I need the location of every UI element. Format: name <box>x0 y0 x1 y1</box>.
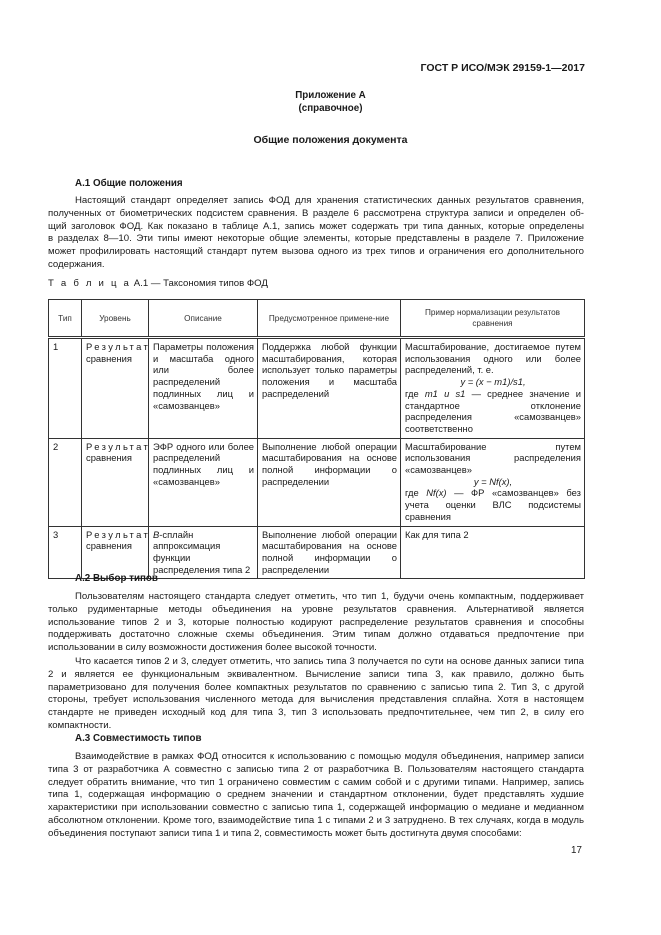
level-word: Результат <box>86 440 151 452</box>
section-a1-paragraph <box>48 195 584 272</box>
fod-taxonomy-table <box>48 299 585 579</box>
section-a2-heading: А.2 Выбор типов <box>75 573 158 584</box>
where-post: — среднее значение и стандартное отклонение распределения «самозванцев» соответственно <box>405 387 581 434</box>
page-number: 17 <box>571 845 582 856</box>
description-rest: -сплайн аппроксимация функции распределения типа 2 <box>153 528 251 575</box>
section-a2-paragraph-1: Пользователям настоящего стандарта следует отметить, что тип 1, будучи очень компактным, поддерживает только рудиментарные методы объединения на уровне результатов сравнения. Альтернативой является использование типов 2 и 3, которые полностью кодируют распределение результатов сравнения и способны поддерживать достаточно сложные схемы объединения. Этим типам должно отдаваться предпочтение при использовании в силу возможности достижения более высокой точности. <box>48 591 584 654</box>
annex-subtitle: (справочное) <box>298 102 363 114</box>
example-text: Масштабирование, достигаемое путем использования одного или более распределений, т. е. <box>405 341 581 376</box>
a1-line: щий заголовок ФОД. Как показано в таблице А.1, запись может содержать три типа данных, которые определены <box>48 220 584 232</box>
section-a1-heading: А.1 Общие положения <box>75 178 183 189</box>
section-a2-paragraph-2: Что касается типов 2 и 3, следует отметить, что запись типа 3 получается по сути на основе данных записи типа 2 и является ее функциональным эквивалентном. Вычисление записи типа 3, как правило, должно быть параметризовано для получения более компактных результатов по сравнению с записью типа 2. Тип 3, с другой стороны, требует использования численного метода для вычисления представления сплайна. Хотя в настоящем стандарте не приведен исходный код для типа 3, тип 3 использовать предпочтительнее, чем тип 2, в силу его компактности. <box>48 656 584 731</box>
cell-type: 1 <box>49 338 82 439</box>
header-normalization-example: Пример нормализации результатов сравнения <box>401 300 585 338</box>
level-word: Результат <box>86 341 151 352</box>
header-type: Тип <box>49 300 82 338</box>
a1-line: в разделах 8—10. Эти типы имеют некоторые общие элементы, которые представлены в разделе 7. Приложение <box>48 233 584 245</box>
table-row <box>49 438 585 526</box>
example-text: Как для типа 2 <box>405 528 469 540</box>
cell-intended-use: Выполнение любой операции масштабирования на основе полной информации о распределении <box>258 438 401 526</box>
section-a3-heading: А.3 Совместимость типов <box>75 733 202 744</box>
where-pre: где <box>405 387 425 399</box>
a1-line: может профилировать настоящий стандарт путем вызова одного из трех типов и ограничения его дополнительного <box>48 246 584 258</box>
cell-type: 2 <box>49 438 82 526</box>
cell-level <box>82 526 149 579</box>
example-where <box>405 388 581 435</box>
cell-intended-use: Выполнение любой операции масштабирования на основе полной информации о распределении <box>258 526 401 579</box>
header-level: Уровень <box>82 300 149 338</box>
section-a3-paragraph-1: Взаимодействие в рамках ФОД относится к использованию с помощью модуля объединения, например записи типа 3 от разработчика А совместно с записью типа 2 от разработчика В. Пользователям настоящего стандарта следует обратить внимание, что тип 1 ограничено совместим с самим собой и с другими типами. Например, запись типа 1, содержащая информацию о среднем значении и стандартном отклонении, будет представлять худшие характеристики при использовании совместно с записью типа 1, содержащей информацию о медиане и медианном абсолютном отклонении. Кроме того, взаимодействие типа 1 с типами 2 и 3 затруднено. В тех случаях, когда в модуль объединения поступают записи типа 1 и типа 2, совместимость может быть достигнута двумя способами: <box>48 751 584 839</box>
table-caption <box>48 278 268 291</box>
table-caption-text: А.1 — Таксономия типов ФОД <box>133 278 268 289</box>
where-vars: Nf(x) <box>426 487 447 499</box>
example-text: Масштабирование путем использования распределения «самозванцев» <box>405 440 581 476</box>
level-word: сравнения <box>86 540 132 552</box>
cell-level <box>82 338 149 439</box>
level-word: сравнения <box>86 452 132 464</box>
a1-line: Настоящий стандарт определяет запись ФОД для хранения статистических данных результатов сравнения, <box>75 195 584 206</box>
where-post: — ФР «самозванцев» без учета оценки ВЛС подсистемы сравнения <box>405 487 581 522</box>
table-caption-prefix: Т а б л и ц а <box>48 278 132 289</box>
annex-header <box>0 90 661 115</box>
cell-example <box>401 338 585 439</box>
header-intended-use: Предусмотренное примене-ние <box>258 300 401 338</box>
example-formula: y = Nf(x), <box>473 475 513 487</box>
description-lead: B <box>153 528 160 540</box>
annex-title: Приложение А <box>295 90 366 101</box>
example-formula: y = (x − m1)/s1, <box>460 376 526 388</box>
example-where <box>405 487 581 522</box>
cell-description: Параметры положения и масштаба одного или более распределений подлинных лиц и «самозванцев» <box>149 338 258 439</box>
a1-line: полученных от биометрических подсистем сравнения. В разделе 6 рассмотрена структура записи и определен об- <box>48 207 584 219</box>
where-vars: m1 и s1 <box>424 387 466 399</box>
standard-code: ГОСТ Р ИСО/МЭК 29159-1—2017 <box>420 62 585 74</box>
level-word: Результат <box>86 528 151 540</box>
table-row <box>49 338 585 439</box>
a1-line: содержания. <box>48 258 105 270</box>
cell-description: ЭФР одного или более распределений подлинных лиц и «самозванцев» <box>149 438 258 526</box>
cell-level <box>82 438 149 526</box>
table-row <box>49 526 585 579</box>
where-pre: где <box>405 487 427 499</box>
header-description: Описание <box>149 300 258 338</box>
cell-type: 3 <box>49 526 82 579</box>
annex-heading: Общие положения документа <box>253 134 408 146</box>
cell-intended-use: Поддержка любой функции масштабирования, которая использует только параметры положения и масштаба распределений <box>258 338 401 439</box>
cell-description <box>149 526 258 579</box>
table-header-row <box>49 300 585 338</box>
cell-example <box>401 526 585 579</box>
level-word: сравнения <box>86 352 132 364</box>
cell-example <box>401 438 585 526</box>
